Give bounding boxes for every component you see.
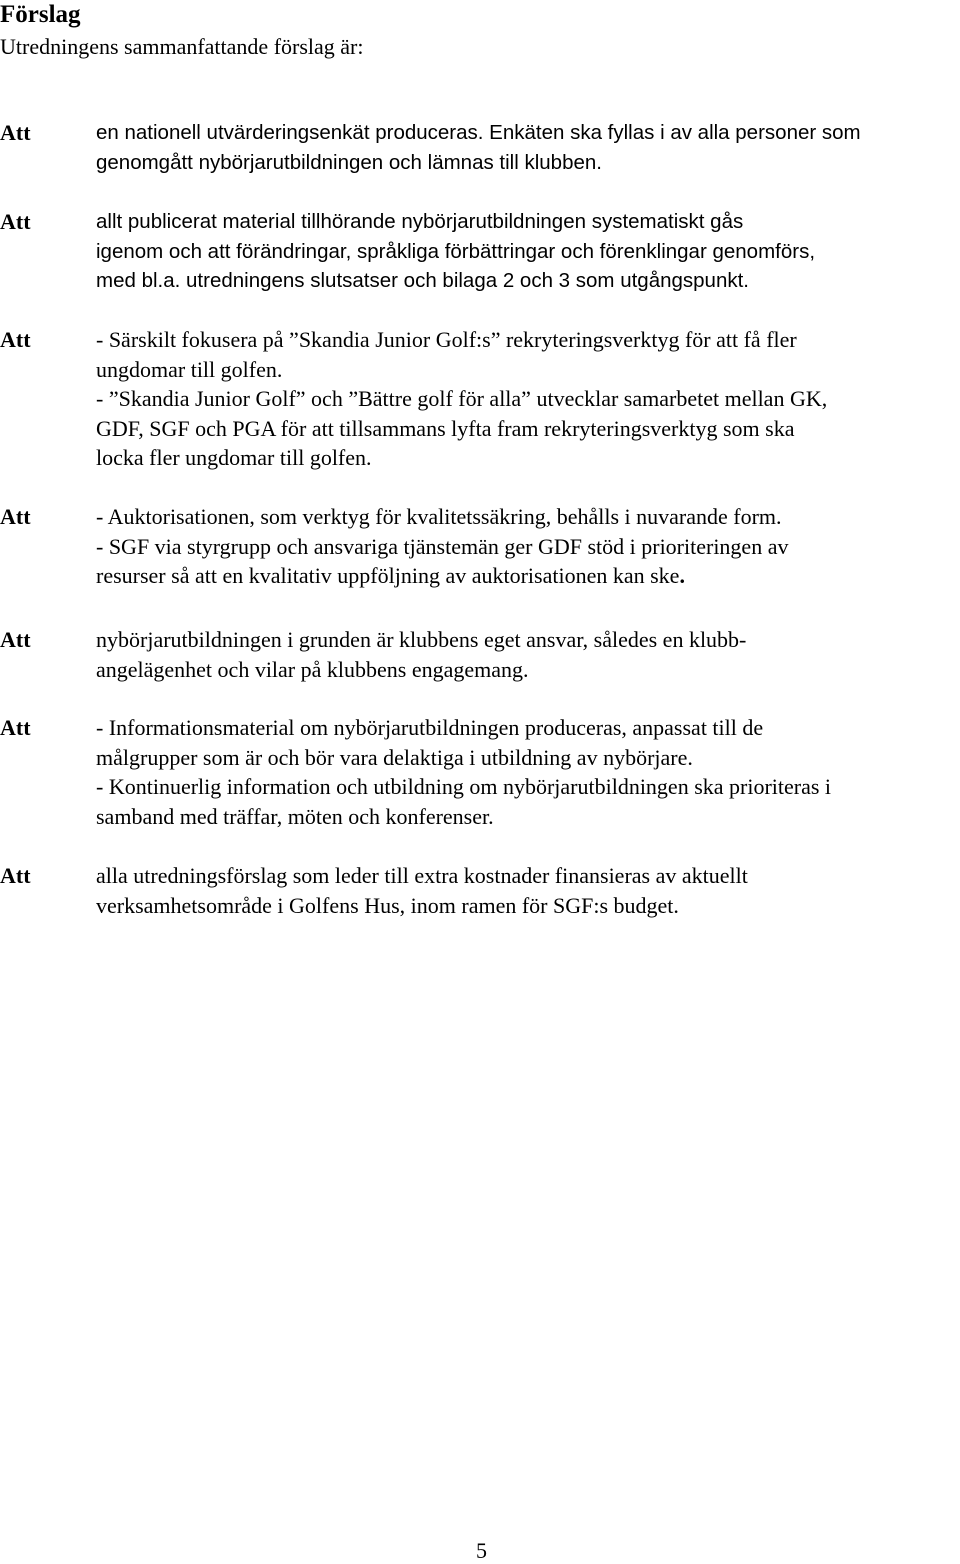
- item-label: Att: [0, 209, 31, 234]
- item-body: [96, 625, 958, 684]
- page-number: 5: [476, 1538, 487, 1563]
- heading: Förslag: [0, 1, 81, 28]
- item-body: [96, 325, 958, 473]
- item-body: [96, 502, 958, 591]
- item-label: Att: [0, 715, 31, 740]
- item-paragraph: alla utredningsförslag som leder till extra kostnader finansieras av aktuellt verksamhetsområde i Golfens Hus, inom ramen för SGF:s budget.: [96, 863, 748, 918]
- item-body: [96, 861, 958, 920]
- item-label: Att: [0, 504, 31, 529]
- subheading: Utredningens sammanfattande förslag är:: [0, 34, 364, 59]
- item-paragraph-text: - SGF via styrgrupp och ansvariga tjänstemän ger GDF stöd i prioriteringen av resurser så att en kvalitativ uppföljning av auktorisationen kan ske: [96, 533, 789, 588]
- item-paragraph: allt publicerat material tillhörande nybörjarutbildningen systematiskt gås igenom och att förändringar, språkliga förbättringar och förenklingar genomförs, med bl.a. utredningens slutsatser och bilaga 2 och 3 som utgångspunkt.: [96, 210, 816, 292]
- item-label: Att: [0, 863, 31, 888]
- item-paragraph: nybörjarutbildningen i grunden är klubbens eget ansvar, således en klubb- angelägenhet och vilar på klubbens engagemang.: [96, 627, 747, 682]
- item-label: Att: [0, 120, 31, 145]
- item-paragraph: - Kontinuerlig information och utbildning om nybörjarutbildningen ska prioriteras i samband med träffar, möten och konferenser.: [96, 774, 832, 829]
- item-label: Att: [0, 327, 31, 352]
- item-paragraph: en nationell utvärderingsenkät produceras. Enkäten ska fyllas i av alla personer som genomgått nybörjarutbildningen och lämnas till klubben.: [96, 121, 861, 174]
- item-paragraph: - Auktorisationen, som verktyg för kvalitetssäkring, behålls i nuvarande form.: [96, 504, 782, 529]
- item-paragraph: - Informationsmaterial om nybörjarutbildningen produceras, anpassat till de målgrupper som är och bör vara delaktiga i utbildning av nybörjare.: [96, 715, 764, 770]
- item-paragraph: [96, 532, 958, 591]
- item-body: [96, 713, 958, 831]
- item-body: [96, 207, 958, 296]
- item-body: [96, 118, 958, 177]
- item-trailing-punctuation: .: [679, 563, 685, 588]
- item-paragraph: - Särskilt fokusera på ”Skandia Junior Golf:s” rekryteringsverktyg för att få fler ungdomar till golfen.: [96, 327, 797, 382]
- item-label: Att: [0, 627, 31, 652]
- item-paragraph: - ”Skandia Junior Golf” och ”Bättre golf för alla” utvecklar samarbetet mellan GK, GDF, SGF och PGA för att tillsammans lyfta fram rekryteringsverktyg som ska locka fler ungdomar till golfen.: [96, 386, 828, 470]
